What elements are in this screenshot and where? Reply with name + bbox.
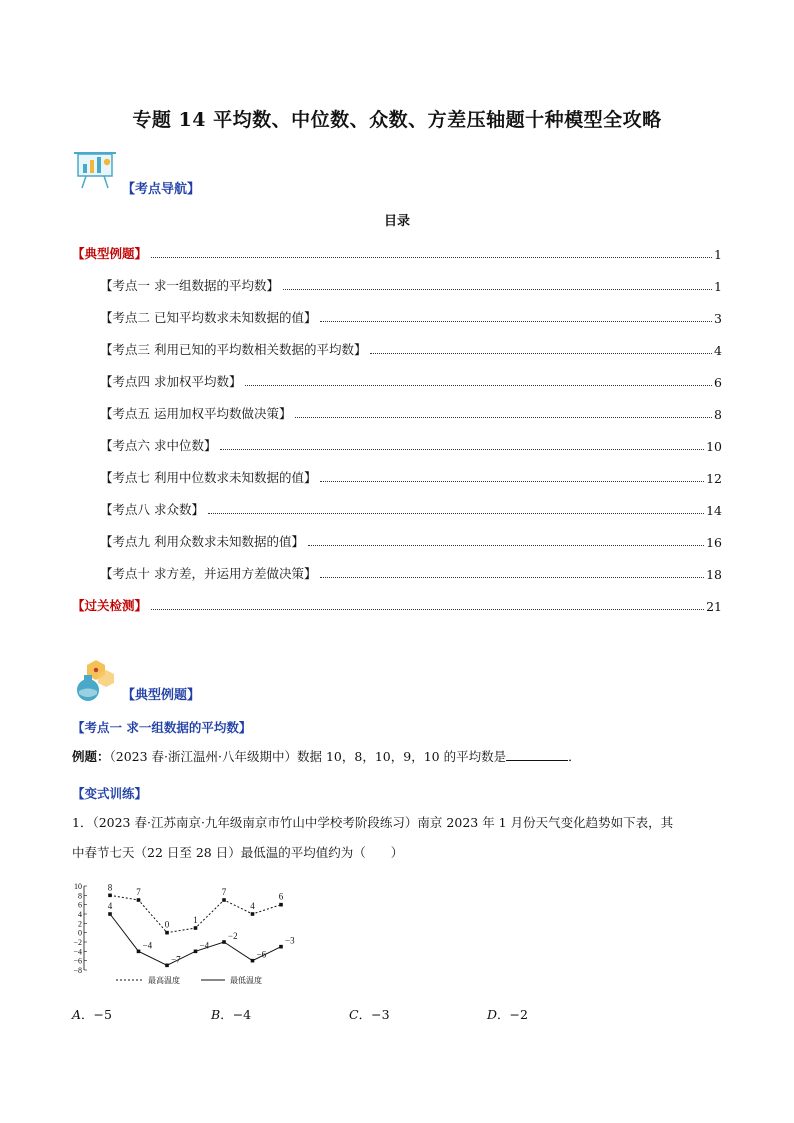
- data-label: −6: [256, 949, 267, 960]
- section-label: 【典型例题】: [122, 688, 201, 703]
- toc-entry[interactable]: [72, 596, 722, 614]
- y-tick-label: −8: [73, 966, 82, 975]
- data-point: [222, 940, 226, 944]
- toc-entry[interactable]: [100, 276, 722, 294]
- option-c[interactable]: C．−3: [349, 1007, 390, 1022]
- toc-entry-text: 【考点一 求一组数据的平均数】: [100, 278, 279, 293]
- toc-entry-text: 【考点十 求方差，并运用方差做决策】: [100, 566, 317, 581]
- question-1-line-1: 1．（2023 春·江苏南京·九年级南京市竹山中学校考阶段练习）南京 2023 年 1 月份天气变化趋势如下表，其: [72, 815, 674, 830]
- toc-leader-dots: [320, 577, 704, 578]
- data-label: 7: [136, 887, 141, 897]
- data-label: 4: [250, 901, 255, 911]
- toc-leader-dots: [151, 609, 704, 610]
- toc-entry-text: 【考点四 求加权平均数】: [100, 374, 242, 389]
- toc-page-number: 4: [714, 343, 722, 358]
- question-1-line-2: 中春节七天（22 日至 28 日）最低温的平均值约为（ ）: [72, 845, 404, 860]
- toc-page-number: 21: [706, 599, 722, 614]
- toc-entry[interactable]: [100, 564, 722, 582]
- data-label: 0: [164, 919, 170, 930]
- data-label: 8: [107, 882, 113, 893]
- data-label: −7: [171, 954, 181, 965]
- toc-entry[interactable]: [100, 468, 722, 486]
- toc-page-number: 1: [714, 247, 722, 262]
- data-label: −2: [228, 931, 238, 941]
- toc-entry[interactable]: [100, 340, 722, 358]
- data-label: 4: [107, 901, 113, 911]
- toc-leader-dots: [370, 353, 712, 354]
- y-tick-label: 2: [78, 919, 82, 929]
- data-point: [194, 950, 198, 954]
- toc-leader-dots: [245, 385, 712, 386]
- example-question: [72, 748, 722, 766]
- y-tick-label: 4: [78, 910, 82, 919]
- toc-leader-dots: [295, 417, 712, 418]
- y-tick-label: −4: [73, 947, 82, 957]
- toc-page-number: 10: [706, 439, 722, 454]
- y-tick-label: −6: [73, 956, 82, 966]
- toc-page-number: 3: [714, 311, 722, 326]
- data-point: [108, 894, 112, 898]
- toc-entry-text: 【考点八 求众数】: [100, 502, 204, 517]
- toc-leader-dots: [208, 513, 704, 514]
- toc-entry-text: 【考点九 利用众数求未知数据的值】: [100, 534, 304, 549]
- data-point: [165, 964, 169, 968]
- data-point: [137, 950, 141, 954]
- toc-entry[interactable]: [72, 244, 722, 262]
- data-point: [222, 898, 226, 902]
- toc-entry-text: 【考点六 求中位数】: [100, 438, 217, 453]
- toc-leader-dots: [283, 289, 712, 290]
- toc-page-number: 8: [714, 407, 722, 422]
- toc-entry-text: 【考点五 运用加权平均数做决策】: [100, 406, 292, 421]
- data-label: 6: [278, 891, 284, 902]
- toc-entry[interactable]: [100, 404, 722, 422]
- toc-leader-dots: [320, 481, 704, 482]
- option-b[interactable]: B．−4: [211, 1007, 252, 1022]
- data-point: [137, 898, 141, 902]
- toc-entry-text: 【过关检测】: [72, 598, 148, 613]
- option-d[interactable]: D．−2: [487, 1007, 528, 1022]
- y-tick-label: 0: [78, 928, 82, 938]
- toc-entry[interactable]: [100, 500, 722, 518]
- temperature-chart: [64, 880, 304, 990]
- presentation-board-icon: [74, 150, 120, 190]
- y-tick-label: −2: [73, 938, 82, 947]
- toc-page-number: 6: [714, 375, 722, 390]
- y-tick-label: 8: [78, 891, 82, 901]
- data-point: [194, 926, 198, 930]
- data-point: [251, 959, 255, 963]
- toc-page-number: 18: [706, 567, 722, 582]
- y-tick-label: 10: [74, 882, 82, 891]
- nav-label: 【考点导航】: [122, 182, 201, 197]
- toc-entry-text: 【典型例题】: [72, 246, 148, 261]
- data-label: −4: [199, 940, 210, 951]
- page-title: 专题 14 平均数、中位数、众数、方差压轴题十种模型全攻略: [132, 109, 662, 131]
- toc-page-number: 12: [706, 471, 722, 486]
- legend-low-label: 最低温度: [230, 976, 262, 985]
- option-a[interactable]: A．−5: [72, 1007, 112, 1022]
- variant-label: 【变式训练】: [72, 786, 148, 801]
- toc-entry[interactable]: [100, 532, 722, 550]
- data-label: −4: [142, 940, 153, 951]
- toc-entry[interactable]: [100, 308, 722, 326]
- data-point: [165, 931, 169, 935]
- answer-blank[interactable]: [506, 748, 568, 761]
- toc-entry[interactable]: [100, 436, 722, 454]
- example-text: （2023 春·浙江温州·八年级期中）数据 10，8，10，9，10 的平均数是: [109, 749, 507, 764]
- toc-leader-dots: [320, 321, 712, 322]
- example-prefix: 例题：: [72, 749, 110, 764]
- toc-leader-dots: [151, 257, 712, 258]
- legend-high-label: 最高温度: [148, 976, 180, 985]
- toc-entry-text: 【考点七 利用中位数求未知数据的值】: [100, 470, 317, 485]
- example-suffix: ．: [568, 749, 581, 764]
- toc-page-number: 14: [706, 503, 722, 518]
- kaodian-heading: 【考点一 求一组数据的平均数】: [72, 720, 252, 735]
- data-point: [108, 912, 112, 916]
- toc-page-number: 16: [706, 535, 722, 550]
- toc-page-number: 1: [714, 279, 722, 294]
- data-point: [251, 912, 255, 916]
- toc-leader-dots: [220, 449, 704, 450]
- toc-entry-text: 【考点二 已知平均数求未知数据的值】: [100, 310, 317, 325]
- data-label: 7: [221, 887, 227, 897]
- toc-entry[interactable]: [100, 372, 722, 390]
- data-label: 1: [193, 915, 198, 925]
- toc-leader-dots: [308, 545, 704, 546]
- flask-icon: [72, 658, 116, 702]
- data-point: [279, 903, 283, 907]
- data-point: [279, 945, 283, 949]
- y-tick-label: 6: [78, 900, 82, 910]
- toc-entry-text: 【考点三 利用已知的平均数相关数据的平均数】: [100, 342, 367, 357]
- toc-title: 目录: [383, 214, 410, 229]
- data-label: −3: [285, 935, 295, 946]
